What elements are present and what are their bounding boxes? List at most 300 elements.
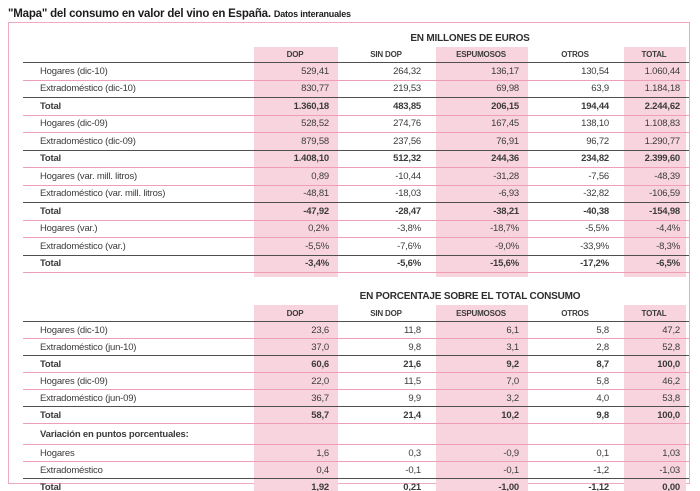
value-cell [341, 221, 433, 238]
value-cell [621, 356, 689, 372]
value-cell [251, 373, 341, 389]
title-main: "Mapa" del consumo en valor del vino en España. [8, 8, 271, 20]
value-cell-text: -28,47 [395, 205, 421, 217]
value-cell [433, 407, 531, 423]
row-label [23, 407, 251, 423]
value-cell [341, 168, 433, 185]
value-cell-text: 0,3 [408, 447, 421, 459]
column-header-text: TOTAL [641, 50, 667, 59]
row-label-text: Hogares (dic-10) [40, 65, 108, 77]
table-row [23, 355, 689, 372]
value-cell-text: -18,03 [395, 188, 421, 200]
table-row [23, 150, 689, 168]
table-row [23, 255, 689, 274]
value-cell-text: 100,0 [657, 409, 680, 421]
value-cell [531, 356, 621, 372]
row-label-text: Extradoméstico (jun-09) [40, 392, 137, 404]
value-cell [531, 116, 621, 133]
column-header [531, 305, 621, 321]
value-cell-text: -33,9% [580, 240, 609, 252]
value-cell-text: 3,2 [506, 392, 519, 404]
value-cell-text: 100,0 [657, 358, 680, 370]
value-cell-text: 130,54 [581, 65, 609, 77]
value-cell-text: 244,36 [491, 153, 519, 165]
value-cell [621, 116, 689, 133]
column-header [251, 305, 341, 321]
value-cell-text: 1,03 [662, 447, 680, 459]
value-cell [621, 322, 689, 338]
value-cell-text: -6,5% [656, 258, 680, 270]
value-cell-text: 0,1 [596, 447, 609, 459]
value-cell-text: -9,0% [495, 240, 519, 252]
value-cell [621, 221, 689, 238]
column-header-row [23, 47, 689, 62]
column-header-empty [23, 305, 251, 321]
value-cell [621, 151, 689, 168]
value-cell-text: 2,8 [596, 341, 609, 353]
value-cell [433, 256, 531, 273]
value-cell-text: 76,91 [496, 135, 519, 147]
value-cell [531, 479, 621, 491]
value-cell-text: -0,9 [503, 447, 519, 459]
value-cell-text: 23,6 [311, 324, 329, 336]
value-cell-text: 138,10 [581, 118, 609, 130]
value-cell-text: -47,92 [303, 205, 329, 217]
stripe-footband [23, 273, 689, 277]
value-cell-text: -6,93 [498, 188, 519, 200]
value-cell [341, 462, 433, 478]
value-cell [251, 256, 341, 273]
value-cell [341, 256, 433, 273]
value-cell-text: 1,92 [311, 481, 329, 491]
table-row [23, 202, 689, 220]
value-cell [251, 98, 341, 115]
value-cell [433, 390, 531, 406]
value-cell-text: 36,7 [311, 392, 329, 404]
value-cell-text: 0,89 [311, 170, 329, 182]
value-cell [531, 373, 621, 389]
value-cell-text: 1.290,77 [644, 135, 680, 147]
value-cell-text: 11,8 [404, 324, 421, 336]
value-cell [251, 151, 341, 168]
value-cell-text: 4,0 [596, 392, 609, 404]
value-cell [621, 462, 689, 478]
value-cell [433, 81, 531, 98]
row-label-text: Total [40, 205, 61, 217]
value-cell [341, 238, 433, 255]
page-title [8, 4, 351, 22]
row-label [23, 63, 251, 80]
row-label [23, 462, 251, 478]
value-cell-text: -8,3% [656, 240, 680, 252]
value-cell [433, 356, 531, 372]
column-header [341, 47, 433, 62]
value-cell-text: 9,9 [408, 392, 421, 404]
value-cell [251, 322, 341, 338]
value-cell [531, 256, 621, 273]
value-cell [433, 151, 531, 168]
column-header-text: DOP [286, 308, 304, 318]
value-cell [251, 168, 341, 185]
value-cell [433, 203, 531, 220]
value-cell-text: -154,98 [649, 205, 680, 217]
value-cell [433, 424, 531, 444]
value-cell-text: -5,6% [397, 258, 421, 270]
value-cell-text: -5,5% [305, 240, 329, 252]
table-row [23, 132, 689, 150]
value-cell-text: -0,1 [405, 464, 421, 476]
value-cell-text: 830,77 [301, 83, 329, 95]
row-label-text: Total [40, 481, 61, 491]
column-header [621, 305, 689, 321]
value-cell-text: 2.399,60 [644, 153, 680, 165]
value-cell [531, 63, 621, 80]
row-label [23, 424, 251, 444]
value-cell-text: 0,2% [308, 223, 329, 235]
column-header-text: OTROS [561, 50, 589, 59]
column-header [341, 305, 433, 321]
value-cell-text: 5,8 [596, 324, 609, 336]
value-cell [341, 407, 433, 423]
table-row [23, 185, 689, 203]
value-cell [251, 238, 341, 255]
footband-cell [251, 273, 341, 277]
table-section [23, 31, 689, 277]
table-row [23, 461, 689, 478]
value-cell [251, 462, 341, 478]
row-label [23, 116, 251, 133]
value-cell [531, 186, 621, 203]
value-cell-text: 0,21 [403, 481, 421, 491]
value-cell-text: -3,4% [305, 258, 329, 270]
value-cell [341, 322, 433, 338]
value-cell [251, 445, 341, 461]
value-cell [531, 322, 621, 338]
value-cell [531, 151, 621, 168]
value-cell [531, 238, 621, 255]
table-row [23, 423, 689, 444]
value-cell [251, 116, 341, 133]
value-cell [621, 390, 689, 406]
table-row [23, 97, 689, 115]
value-cell-text: 37,0 [311, 341, 329, 353]
row-label-text: Hogares (dic-09) [40, 375, 108, 387]
value-cell-text: -15,6% [490, 258, 519, 270]
value-cell-text: 206,15 [491, 100, 519, 112]
row-label-text: Hogares (dic-09) [40, 118, 108, 130]
column-header-text: OTROS [561, 308, 589, 318]
value-cell [433, 339, 531, 355]
value-cell-text: -7,56 [588, 170, 609, 182]
value-cell [621, 256, 689, 273]
table-row [23, 80, 689, 98]
value-cell-text: 136,17 [491, 65, 519, 77]
value-cell [341, 424, 433, 444]
table-row [23, 237, 689, 255]
value-cell-text: 1.360,18 [293, 100, 329, 112]
table-container [8, 22, 690, 491]
value-cell [531, 221, 621, 238]
value-cell [251, 133, 341, 150]
value-cell [433, 168, 531, 185]
value-cell [341, 81, 433, 98]
value-cell-text: 237,56 [393, 135, 421, 147]
value-cell [621, 133, 689, 150]
row-label-text: Hogares (var.) [40, 223, 98, 235]
value-cell [341, 479, 433, 491]
column-header-text: ESPUMOSOS [456, 50, 506, 59]
value-cell-text: -4,4% [656, 223, 680, 235]
value-cell-text: 529,41 [301, 65, 329, 77]
value-cell-text: -1,12 [588, 481, 609, 491]
value-cell [433, 116, 531, 133]
column-header [433, 47, 531, 62]
value-cell-text: 9,8 [408, 341, 421, 353]
value-cell-text: 52,8 [662, 341, 680, 353]
value-cell [621, 445, 689, 461]
value-cell-text: 0,00 [662, 481, 680, 491]
footband-empty [23, 273, 251, 277]
row-label-text: Variación en puntos porcentuales: [40, 428, 189, 440]
value-cell-text: -1,2 [593, 464, 609, 476]
value-cell [341, 373, 433, 389]
row-label [23, 133, 251, 150]
row-label-text: Extradoméstico (var.) [40, 240, 126, 252]
value-cell [433, 98, 531, 115]
value-cell [531, 462, 621, 478]
value-cell-text: -18,7% [490, 223, 519, 235]
value-cell [341, 390, 433, 406]
row-label [23, 151, 251, 168]
value-cell-text: 69,98 [496, 83, 519, 95]
value-cell [251, 424, 341, 444]
value-cell-text: 879,58 [301, 135, 329, 147]
value-cell-text: 47,2 [662, 324, 680, 336]
value-cell-text: -17,2% [580, 258, 609, 270]
value-cell-text: 528,52 [301, 118, 329, 130]
value-cell-text: 22,0 [311, 375, 329, 387]
value-cell-text: -32,82 [583, 188, 609, 200]
value-cell [621, 203, 689, 220]
title-subtitle: Datos interanuales [273, 9, 351, 19]
footband-cell [433, 273, 531, 277]
value-cell [621, 238, 689, 255]
value-cell-text: 7,0 [506, 375, 519, 387]
value-cell-text: 9,2 [506, 358, 519, 370]
value-cell [433, 63, 531, 80]
row-label-text: Total [40, 153, 61, 165]
value-cell [621, 81, 689, 98]
value-cell [251, 203, 341, 220]
value-cell [251, 63, 341, 80]
table-row [23, 321, 689, 338]
row-label-text: Hogares (dic-10) [40, 324, 108, 336]
row-label [23, 186, 251, 203]
row-label [23, 339, 251, 355]
row-label [23, 81, 251, 98]
value-cell [251, 479, 341, 491]
row-label [23, 356, 251, 372]
value-cell [341, 116, 433, 133]
row-label-text: Total [40, 258, 61, 270]
value-cell-text: 274,76 [393, 118, 421, 130]
value-cell-text: -5,5% [585, 223, 609, 235]
table-row [23, 389, 689, 406]
value-cell [433, 445, 531, 461]
value-cell [341, 186, 433, 203]
value-cell [531, 424, 621, 444]
value-cell [341, 151, 433, 168]
value-cell-text: 1.108,83 [644, 118, 680, 130]
row-label [23, 445, 251, 461]
value-cell [621, 168, 689, 185]
row-label-text: Total [40, 358, 61, 370]
value-cell [433, 462, 531, 478]
row-label-text: Extradoméstico [40, 464, 103, 476]
value-cell-text: 1.060,44 [644, 65, 680, 77]
row-label [23, 256, 251, 273]
value-cell-text: 58,7 [311, 409, 329, 421]
table-row [23, 167, 689, 185]
value-cell [433, 221, 531, 238]
value-cell-text: 219,53 [393, 83, 421, 95]
value-cell [251, 356, 341, 372]
column-header-text: SIN DOP [370, 50, 402, 59]
footband-cell [341, 273, 433, 277]
column-header [621, 47, 689, 62]
value-cell [621, 98, 689, 115]
table-row [23, 115, 689, 133]
row-label-text: Total [40, 409, 61, 421]
value-cell-text: 21,4 [403, 409, 421, 421]
value-cell [433, 373, 531, 389]
value-cell [531, 390, 621, 406]
value-cell-text: 5,8 [596, 375, 609, 387]
value-cell-text: 167,45 [491, 118, 519, 130]
value-cell [433, 133, 531, 150]
column-header-empty [23, 47, 251, 62]
value-cell [531, 133, 621, 150]
value-cell-text: -106,59 [649, 188, 680, 200]
column-header-text: SIN DOP [370, 308, 402, 318]
value-cell-text: 96,72 [586, 135, 609, 147]
value-cell-text: 60,6 [311, 358, 329, 370]
value-cell [341, 203, 433, 220]
value-cell [621, 339, 689, 355]
value-cell [341, 98, 433, 115]
value-cell [341, 133, 433, 150]
value-cell-text: 194,44 [581, 100, 609, 112]
value-cell [433, 479, 531, 491]
row-label [23, 168, 251, 185]
row-label-text: Extradoméstico (dic-10) [40, 83, 136, 95]
value-cell-text: -48,39 [654, 170, 680, 182]
value-cell [341, 63, 433, 80]
row-label-text: Total [40, 100, 61, 112]
value-cell [531, 98, 621, 115]
value-cell [251, 407, 341, 423]
value-cell [621, 407, 689, 423]
value-cell-text: 53,8 [662, 392, 680, 404]
value-cell-text: 234,82 [581, 153, 609, 165]
value-cell [531, 407, 621, 423]
value-cell [621, 373, 689, 389]
value-cell [251, 81, 341, 98]
row-label [23, 221, 251, 238]
value-cell-text: 46,2 [662, 375, 680, 387]
row-label [23, 238, 251, 255]
value-cell-text: 1.408,10 [293, 153, 329, 165]
value-cell [251, 221, 341, 238]
value-cell [251, 339, 341, 355]
row-label [23, 373, 251, 389]
value-cell-text: 483,85 [393, 100, 421, 112]
column-header-text: TOTAL [641, 308, 667, 318]
value-cell [433, 238, 531, 255]
value-cell-text: 9,8 [596, 409, 609, 421]
row-label [23, 322, 251, 338]
value-cell-text: 0,4 [316, 464, 329, 476]
row-label [23, 479, 251, 491]
column-header [433, 305, 531, 321]
row-label-text: Extradoméstico (var. mill. litros) [40, 188, 166, 200]
value-cell [251, 390, 341, 406]
value-cell [251, 186, 341, 203]
column-header [531, 47, 621, 62]
value-cell-text: -1,03 [659, 464, 680, 476]
value-cell-text: 6,1 [506, 324, 519, 336]
value-cell [531, 203, 621, 220]
row-label [23, 203, 251, 220]
value-cell-text: -7,6% [397, 240, 421, 252]
column-header-row [23, 305, 689, 321]
value-cell-text: 21,6 [403, 358, 421, 370]
value-cell-text: -38,21 [493, 205, 519, 217]
section-title: EN MILLONES DE EUROS [410, 33, 530, 44]
column-header-text: ESPUMOSOS [456, 308, 506, 318]
value-cell [621, 63, 689, 80]
value-cell [341, 356, 433, 372]
value-cell [621, 186, 689, 203]
table-row [23, 62, 689, 80]
row-label [23, 98, 251, 115]
row-label-text: Extradoméstico (jun-10) [40, 341, 137, 353]
value-cell-text: -31,28 [493, 170, 519, 182]
value-cell [621, 479, 689, 491]
value-cell-text: 264,32 [393, 65, 421, 77]
value-cell [531, 339, 621, 355]
footband-cell [531, 273, 621, 277]
value-cell [531, 81, 621, 98]
value-cell-text: 2.244,62 [644, 100, 680, 112]
table-row [23, 444, 689, 461]
value-cell-text: 11,5 [404, 375, 421, 387]
value-cell [531, 168, 621, 185]
value-cell-text: 3,1 [506, 341, 519, 353]
row-label-text: Extradoméstico (dic-09) [40, 135, 136, 147]
value-cell [621, 424, 689, 444]
value-cell [341, 339, 433, 355]
table-row [23, 372, 689, 389]
value-cell [433, 322, 531, 338]
table-section [23, 289, 689, 491]
value-cell [341, 445, 433, 461]
value-cell-text: -0,1 [503, 464, 519, 476]
row-label-text: Hogares [40, 447, 75, 459]
value-cell-text: 1.184,18 [644, 83, 680, 95]
table-row [23, 338, 689, 355]
section-title: EN PORCENTAJE SOBRE EL TOTAL CONSUMO [359, 291, 581, 302]
